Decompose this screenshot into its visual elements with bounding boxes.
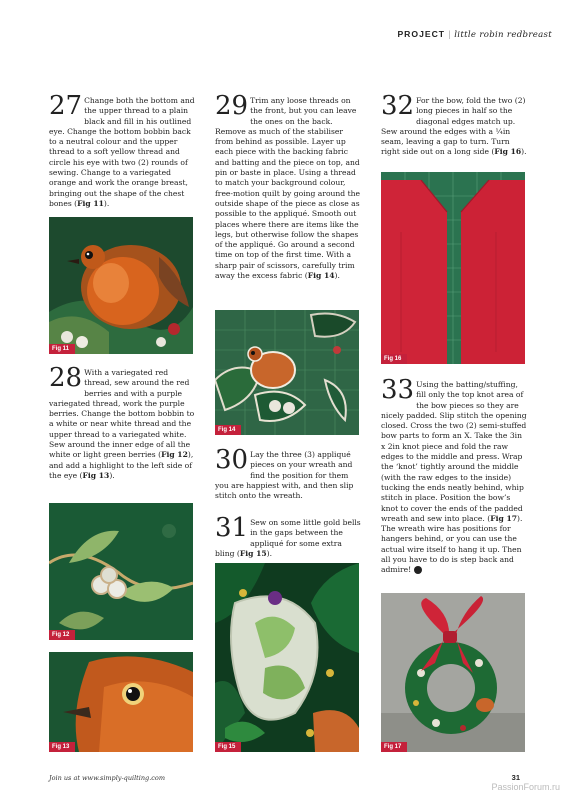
step-text-tail: ). bbox=[103, 198, 110, 208]
end-of-article-icon bbox=[414, 566, 422, 574]
step-text: Trim any loose threads on the front, but you can leave the ones on the back. Remove as much of the stabiliser from behind as possible. Layer up each piece with the backing fabric and batting and the piece on top, and pin or baste in place. Using a thread to match your background colour, free-motion quilt by going around the outside shape of the piece as close as possible to the appliqué. Smooth out places where there are items like the legs, but otherwise follow the shapes of the appliqué. Go around a second time on top of the first time. With a sharp pair of scissors, carefully trim away the excess fabric ( bbox=[215, 96, 361, 281]
step-text-tail: ). The wreath wire has positions for hangers behind, or you can use the actual wire itself to hang it up. Then all you have to do is step back and admire! bbox=[381, 513, 523, 575]
figure-reference: Fig 17 bbox=[490, 513, 518, 523]
figure-reference: Fig 16 bbox=[494, 147, 522, 157]
quilted-pieces-image bbox=[215, 310, 359, 435]
watermark: PassionForum.ru bbox=[491, 782, 560, 792]
figure-caption: Fig 11 bbox=[49, 344, 75, 354]
step-text: Using the batting/stuffing, fill only the top knot area of the bow pieces so they are nicely padded. Slip stitch the opening closed. Cross the two (2) semi-stuffed bow parts to form an X. Take the 3in x 2in knot piece and fold the raw edges to the middle and press. Wrap the ‘knot’ tightly around the middle (with the raw edges to the inside) tucking the ends neatly behind, whip stitch in place. Position the bow’s knot to cover the ends of the padded wreath and sew into place. ( bbox=[381, 380, 527, 523]
step-29 bbox=[215, 91, 361, 281]
step-text-tail: ). bbox=[334, 271, 340, 281]
figure-caption: Fig 14 bbox=[215, 425, 241, 435]
figure-reference: Fig 14 bbox=[307, 271, 335, 281]
project-title: little robin redbreast bbox=[454, 30, 552, 40]
step-number: 28 bbox=[49, 363, 83, 393]
figure-16 bbox=[381, 172, 525, 364]
figure-caption: Fig 12 bbox=[49, 630, 75, 640]
page-number: 31 bbox=[511, 773, 520, 782]
step-number: 32 bbox=[381, 91, 415, 121]
figure-reference: Fig 13 bbox=[82, 470, 110, 480]
figure-11 bbox=[49, 217, 193, 354]
figure-caption: Fig 16 bbox=[381, 354, 407, 364]
figure-17 bbox=[381, 593, 525, 752]
step-31 bbox=[215, 513, 361, 559]
step-27 bbox=[49, 91, 195, 209]
figure-12 bbox=[49, 503, 193, 640]
step-text: With a variegated red thread, sew around the red berries and with a purple variegated thread, work the purple berries. Change the bottom bobbin to a white or near white thread and the upper thread to a variegated white. Sew around the inner edge of all the white or light green berries ( bbox=[49, 368, 195, 460]
figure-caption: Fig 15 bbox=[215, 742, 241, 752]
figure-reference: Fig 11 bbox=[77, 198, 104, 208]
step-33 bbox=[381, 375, 527, 576]
wreath-with-bells-image bbox=[215, 563, 359, 752]
figure-reference: Fig 12 bbox=[161, 450, 188, 460]
robin-embroidery-image bbox=[49, 217, 193, 354]
step-text-mid: ), and add a highlight to the left side of the eye ( bbox=[49, 450, 194, 480]
figure-15 bbox=[215, 563, 359, 752]
figure-caption: Fig 13 bbox=[49, 742, 75, 752]
figure-14 bbox=[215, 310, 359, 435]
step-number: 30 bbox=[215, 445, 249, 475]
step-text: Sew on some little gold bells in the gaps between the appliqué for some extra bling ( bbox=[215, 518, 361, 558]
finished-wreath-image bbox=[381, 593, 525, 752]
footer-website: Join us at www.simply-quilting.com bbox=[49, 774, 165, 782]
step-text: Change both the bottom and the upper thread to a plain black and fill in his outlined eye. Change the bottom bobbin back to a neutral colour and the upper thread to a soft yellow thread and circle his eye with two (2) rounds of sewing. Change to a variegated orange and work the orange breast, bringing out the shape of the chest bones ( bbox=[49, 96, 195, 208]
robin-eye-closeup-image bbox=[49, 652, 193, 752]
step-text-tail: ). bbox=[109, 470, 115, 480]
step-32 bbox=[381, 91, 527, 158]
step-text: Lay the three (3) appliqué pieces on your wreath and find the position for them you are happiest with, and then slip stitch onto the wreath. bbox=[215, 450, 354, 501]
section-kicker: PROJECT bbox=[397, 29, 446, 39]
bow-pieces-image bbox=[381, 172, 525, 364]
step-number: 33 bbox=[381, 375, 415, 405]
running-header bbox=[397, 29, 552, 40]
step-text: For the bow, fold the two (2) long pieces in half so the diagonal edges match up. Sew around the edges with a ¼in seam, leaving a gap to turn. Turn right side out on a long side ( bbox=[381, 96, 526, 157]
figure-caption: Fig 17 bbox=[381, 742, 407, 752]
step-number: 31 bbox=[215, 513, 249, 543]
header-separator: | bbox=[448, 30, 452, 40]
step-text-tail: ). bbox=[521, 147, 527, 157]
step-number: 29 bbox=[215, 91, 249, 121]
step-30 bbox=[215, 445, 361, 501]
step-text-tail: ). bbox=[266, 548, 273, 558]
berries-embroidery-image bbox=[49, 503, 193, 640]
step-number: 27 bbox=[49, 91, 83, 121]
step-28 bbox=[49, 363, 195, 481]
figure-reference: Fig 15 bbox=[239, 548, 267, 558]
figure-13 bbox=[49, 652, 193, 752]
